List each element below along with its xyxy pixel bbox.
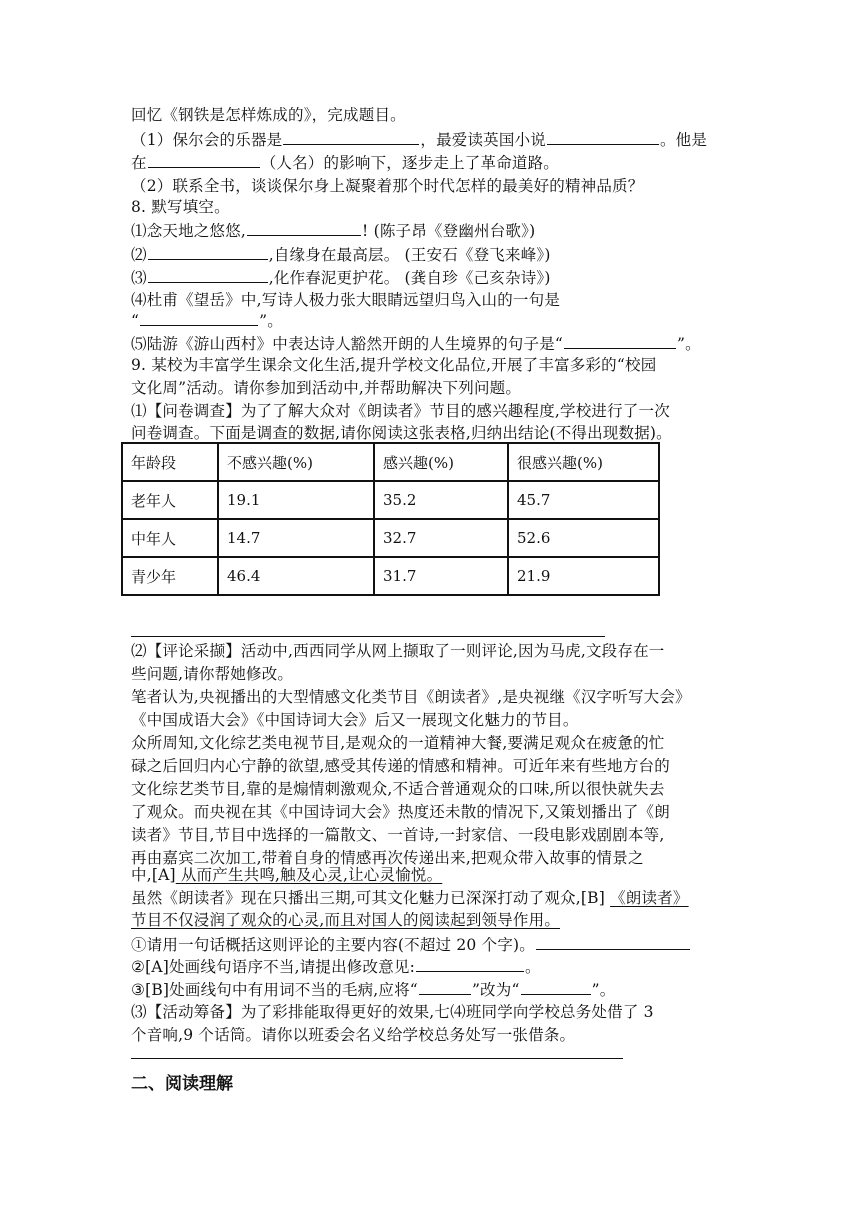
underlined-sentence-a: 从而产生共鸣,触及心灵,让心灵愉悦。 [175,866,443,884]
answer-line[interactable] [131,636,605,637]
table-cell: 45.7 [508,481,659,519]
q8-item-4-answer: “ ”。 [131,309,283,332]
table-row [122,519,659,557]
table-cell: 19.1 [218,481,374,519]
q8-item-4: ⑷杜甫《望岳》中,写诗人极力张大眼睛远望归鸟入山的一句是 [131,291,561,309]
section-heading: 二、阅读理解 [131,1074,233,1094]
comment-para2-line6: 再由嘉宾二次加工,带着自身的情感再次传递出来,把观众带入故事的情景之 [131,849,644,867]
table-cell: 青少年 [122,557,218,595]
table-cell: 46.4 [218,557,374,595]
table-header: 感兴趣(%) [374,443,508,481]
table-header: 很感兴趣(%) [508,443,659,481]
comment-para1-line1: 笔者认为,央视播出的大型情感文化类节目《朗读者》,是央视继《汉字听写大会》 [131,688,691,706]
answer-blank[interactable] [148,266,268,283]
table-cell: 31.7 [374,557,508,595]
comment-para2-line4: 了观众。而央视在其《中国诗词大会》热度还未散的情况下,又策划播出了《朗 [131,803,670,821]
answer-blank[interactable] [419,978,471,995]
q9-2-line2: 些问题,请你帮她修改。 [131,665,294,683]
comment-para1-line2: 《中国成语大会》《中国诗词大会》后又一展现文化魅力的节目。 [131,711,579,729]
answer-blank[interactable] [547,128,659,145]
q9-prompt-line1: 9. 某校为丰富学生课余文化生活,提升学校文化品位,开展了丰富多彩的“校园 [131,356,657,374]
answer-blank[interactable] [536,933,690,950]
answer-blank[interactable] [140,309,258,326]
answer-blank[interactable] [416,955,524,972]
q9-3-line2: 个音响,9 个话筒。请你以班委会名义给学校总务处写一张借条。 [131,1026,576,1044]
comment-para2-line2: 碌之后回归内心宁静的欲望,感受其传递的情感和精神。可近年来有些地方台的 [131,757,670,775]
q9-1-line2: 问卷调查。下面是调查的数据,请你阅读这张表格,归纳出结论(不得出现数据)。 [131,424,672,442]
table-cell: 中年人 [122,519,218,557]
table-cell: 老年人 [122,481,218,519]
q7-1-line1: （1）保尔会的乐器是 ，最爱读英国小说 。他是 [131,128,707,151]
survey-table [121,442,660,596]
q9-2-line1: ⑵【评论采撷】活动中,西西同学从网上撷取了一则评论,因为马虎,文段存在一 [131,642,665,660]
q8-item-3: ⑶ ,化作春泥更护花。 (龚自珍《己亥杂诗》) [131,266,551,289]
q8-item-1: ⑴念天地之悠悠, ! (陈子昂《登幽州台歌》) [131,219,535,242]
table-cell: 35.2 [374,481,508,519]
table-row [122,557,659,595]
comment-para3-line1: 虽然《朗读者》现在只播出三期,可其文化魅力已深深打动了观众,[B] 《朗读者》 [131,889,689,907]
answer-blank[interactable] [283,128,419,145]
q9-2-sub-a: ①请用一句话概括这则评论的主要内容(不超过 20 个字)。 [131,933,691,956]
table-cell: 14.7 [218,519,374,557]
underlined-sentence-b-cont: 节目不仅浸润了观众的心灵,而且对国人的阅读起到领导作用。 [131,911,561,929]
q8-item-2: ⑵ ,自缘身在最高层。 (王安石《登飞来峰》) [131,243,551,266]
q7-2-text: （2）联系全书，谈谈保尔身上凝聚着那个时代怎样的最美好的精神品质？ [131,177,644,195]
table-header: 不感兴趣(%) [218,443,374,481]
answer-blank[interactable] [247,219,361,236]
q9-2-sub-b: ②[A]处画线句语序不当,请提出修改意见: 。 [131,955,541,978]
intro-text: 回忆《钢铁是怎样炼成的》，完成题目。 [131,106,406,124]
q9-1-line1: ⑴【问卷调查】为了了解大众对《朗读者》节目的感兴趣程度,学校进行了一次 [131,402,670,420]
table-header-row [122,443,659,481]
q8-title: 8. 默写填空。 [131,198,230,216]
answer-line[interactable] [131,1058,623,1059]
comment-para2-line1: 众所周知,文化综艺类电视节目,是观众的一道精神大餐,要满足观众在疲惫的忙 [131,734,665,752]
comment-para2-line7: 中,[A] 从而产生共鸣,触及心灵,让心灵愉悦。 [131,866,443,884]
answer-blank[interactable] [521,978,591,995]
q9-3-line1: ⑶【活动筹备】为了彩排能取得更好的效果,七⑷班同学向学校总务处借了 3 [131,1003,654,1021]
table-cell: 32.7 [374,519,508,557]
q7-1-line2: 在 （人名）的影响下，逐步走上了革命道路。 [131,151,559,174]
comment-para2-line5: 读者》节目,节目中选择的一篇散文、一首诗,一封家信、一段电影戏剧剧本等, [131,826,665,844]
q8-item-5: ⑸陆游《游山西村》中表达诗人豁然开朗的人生境界的句子是“ ”。 [131,332,701,355]
underlined-sentence-b: 《朗读者》 [610,889,689,907]
table-cell: 21.9 [508,557,659,595]
table-header: 年龄段 [122,443,218,481]
answer-blank[interactable] [148,151,260,168]
table-cell: 52.6 [508,519,659,557]
table-row [122,481,659,519]
q9-prompt-line2: 文化周”活动。请你参加到活动中,并帮助解决下列问题。 [131,379,522,397]
answer-blank[interactable] [564,332,676,349]
comment-para3-line2 [131,909,560,931]
answer-blank[interactable] [148,243,268,260]
comment-para2-line3: 文化综艺类节目,靠的是煽情刺激观众,不适合普通观众的口味,所以很快就失去 [131,780,665,798]
q9-2-sub-c: ③[B]处画线句中有用词不当的毛病,应将“ ”改为“ ”。 [131,978,615,1001]
